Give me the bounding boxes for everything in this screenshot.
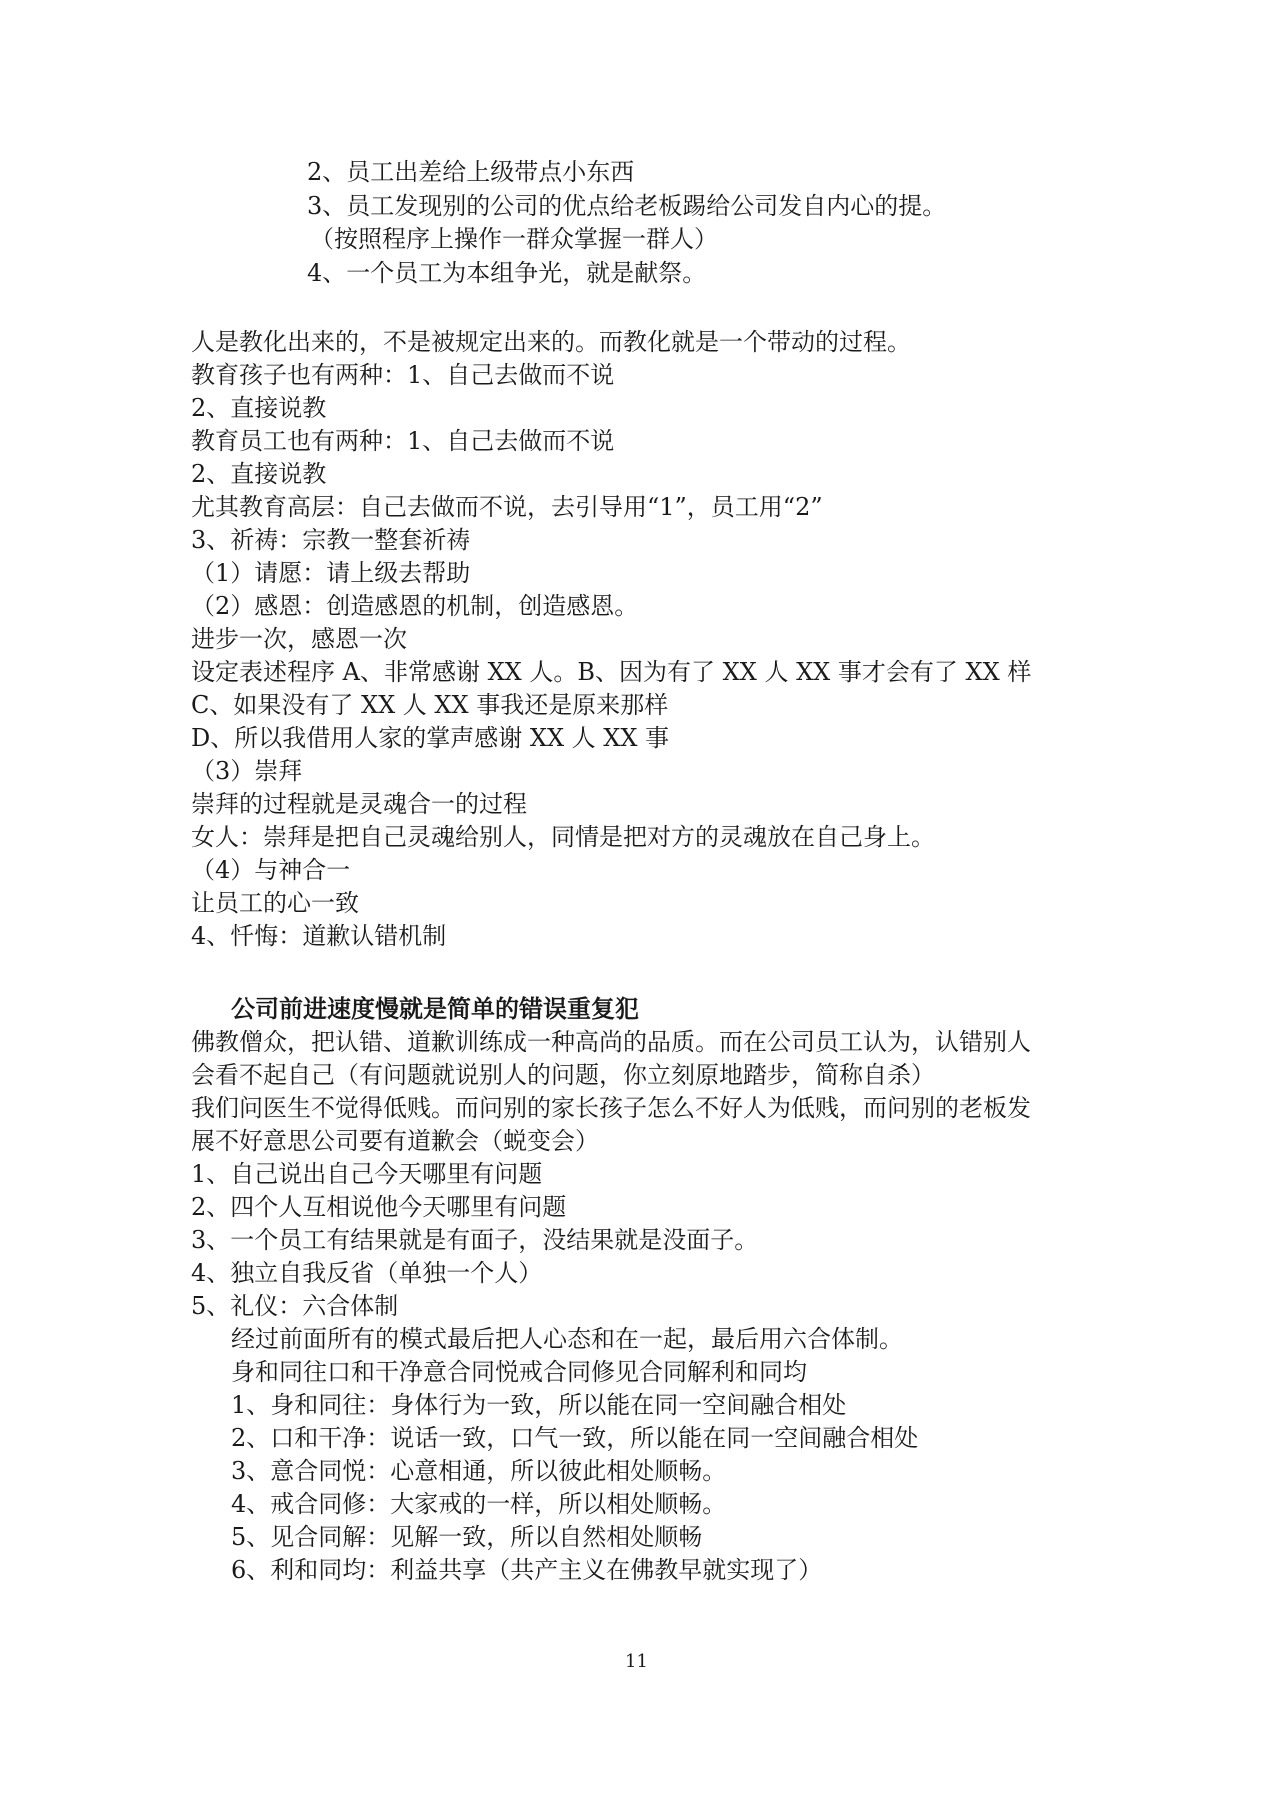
paragraph-line: （1）请愿：请上级去帮助 — [191, 559, 471, 587]
list-item: 3、意合同悦：心意相通，所以彼此相处顺畅。 — [231, 1457, 727, 1485]
section-heading: 公司前进速度慢就是简单的错误重复犯 — [231, 995, 639, 1023]
paragraph-line: （2）感恩：创造感恩的机制，创造感恩。 — [191, 592, 639, 620]
paragraph-line: 我们问医生不觉得低贱。而问别的家长孩子怎么不好人为低贱，而问别的老板发 — [191, 1094, 1031, 1122]
paragraph-line: 尤其教育高层：自己去做而不说，去引导用“1”，员工用“2” — [191, 493, 823, 521]
list-item: 3、员工发现别的公司的优点给老板踢给公司发自内心的提。 — [307, 192, 947, 220]
paragraph-line: 设定表述程序 A、非常感谢 XX 人。B、因为有了 XX 人 XX 事才会有了 XX 样 — [191, 658, 1032, 686]
list-item: 1、身和同往：身体行为一致，所以能在同一空间融合相处 — [231, 1391, 847, 1419]
paragraph-line: 教育孩子也有两种：1、自己去做而不说 — [191, 361, 615, 389]
paragraph-line: 2、直接说教 — [191, 460, 327, 488]
paragraph-line: 人是教化出来的，不是被规定出来的。而教化就是一个带动的过程。 — [191, 328, 911, 356]
paragraph-line: D、所以我借用人家的掌声感谢 XX 人 XX 事 — [191, 724, 670, 752]
list-item: 4、戒合同修：大家戒的一样，所以相处顺畅。 — [231, 1490, 727, 1518]
paragraph-line: （4）与神合一 — [191, 856, 351, 884]
list-item: 6、利和同均：利益共享（共产主义在佛教早就实现了） — [231, 1556, 823, 1584]
paragraph-line: 进步一次，感恩一次 — [191, 625, 407, 653]
paragraph-line: 佛教僧众，把认错、道歉训练成一种高尚的品质。而在公司员工认为，认错别人 — [191, 1028, 1031, 1056]
page-number: 11 — [625, 1651, 648, 1672]
list-item: 2、员工出差给上级带点小东西 — [307, 158, 635, 186]
paragraph-line: 4、忏悔：道歉认错机制 — [191, 922, 447, 950]
paragraph-line: 3、祈祷：宗教一整套祈祷 — [191, 526, 471, 554]
paragraph-line: 女人：崇拜是把自己灵魂给别人，同情是把对方的灵魂放在自己身上。 — [191, 823, 935, 851]
paragraph-line: 展不好意思公司要有道歉会（蜕变会） — [191, 1127, 599, 1155]
list-item: 4、一个员工为本组争光，就是献祭。 — [307, 259, 707, 287]
paragraph-line: C、如果没有了 XX 人 XX 事我还是原来那样 — [191, 691, 669, 719]
paragraph-line: 2、直接说教 — [191, 394, 327, 422]
paragraph-line: 2、四个人互相说他今天哪里有问题 — [191, 1193, 567, 1221]
paragraph-line: 4、独立自我反省（单独一个人） — [191, 1259, 543, 1287]
list-item: （按照程序上操作一群众掌握一群人） — [310, 225, 718, 253]
paragraph-line: 身和同往口和干净意合同悦戒合同修见合同解利和同均 — [231, 1358, 807, 1386]
list-item: 2、口和干净：说话一致，口气一致，所以能在同一空间融合相处 — [231, 1424, 919, 1452]
paragraph-line: （3）崇拜 — [191, 757, 303, 785]
paragraph-line: 1、自己说出自己今天哪里有问题 — [191, 1160, 543, 1188]
paragraph-line: 5、礼仪：六合体制 — [191, 1292, 399, 1320]
paragraph-line: 崇拜的过程就是灵魂合一的过程 — [191, 790, 527, 818]
paragraph-line: 让员工的心一致 — [191, 889, 359, 917]
paragraph-line: 教育员工也有两种：1、自己去做而不说 — [191, 427, 615, 455]
paragraph-line: 经过前面所有的模式最后把人心态和在一起，最后用六合体制。 — [231, 1325, 903, 1353]
list-item: 5、见合同解：见解一致，所以自然相处顺畅 — [231, 1523, 703, 1551]
paragraph-line: 会看不起自己（有问题就说别人的问题，你立刻原地踏步，简称自杀） — [191, 1061, 935, 1089]
paragraph-line: 3、一个员工有结果就是有面子，没结果就是没面子。 — [191, 1226, 759, 1254]
